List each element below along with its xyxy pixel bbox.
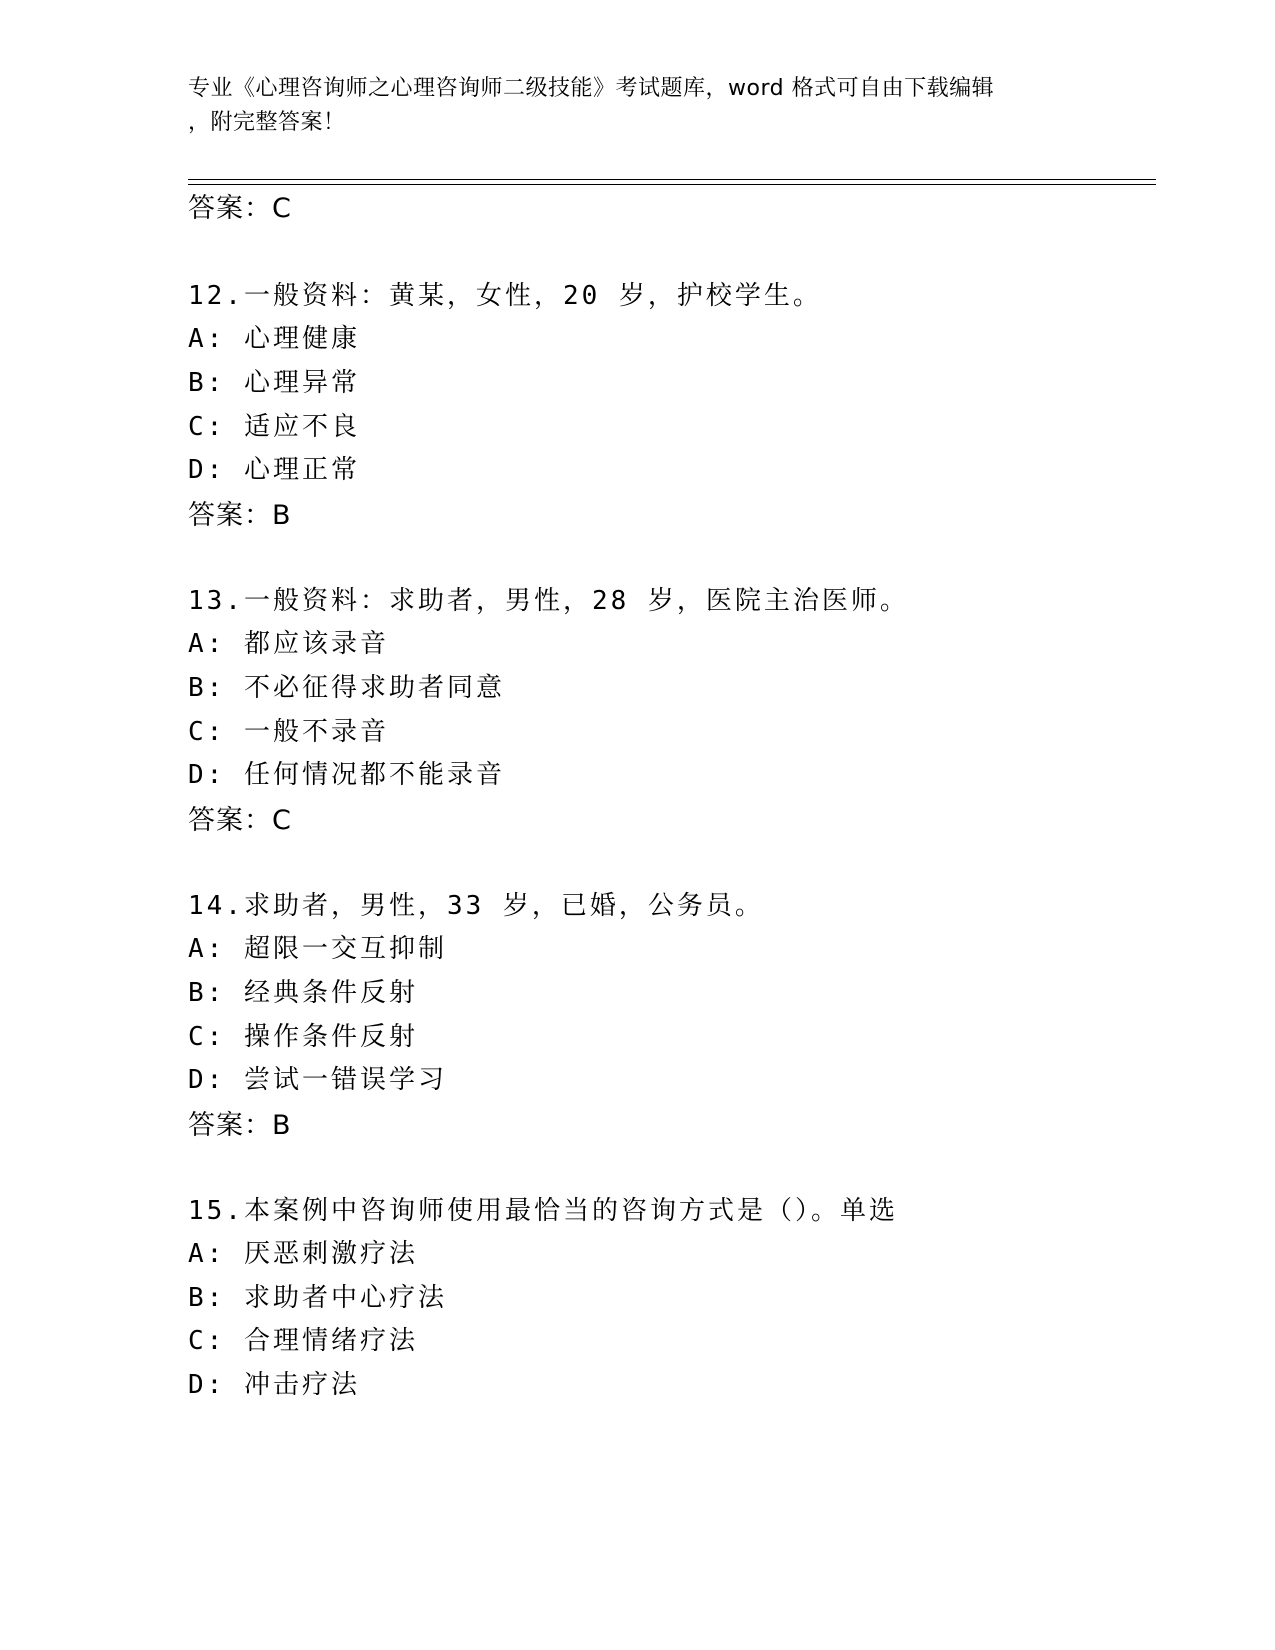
question-12-option-b: B: 心理异常 — [188, 368, 360, 398]
question-15-stem: 15.本案例中咨询师使用最恰当的咨询方式是（）。单选 — [188, 1196, 898, 1226]
question-12-option-c: C: 适应不良 — [188, 412, 360, 442]
question-13-option-d: D: 任何情况都不能录音 — [188, 760, 505, 790]
question-13-stem: 13.一般资料：求助者，男性，28 岁，医院主治医师。 — [188, 586, 909, 616]
header-line-1: 专业《心理咨询师之心理咨询师二级技能》考试题库，word 格式可自由下载编辑 — [188, 76, 995, 101]
question-12-stem: 12.一般资料：黄某，女性，20 岁，护校学生。 — [188, 281, 822, 311]
question-15-option-b: B: 求助者中心疗法 — [188, 1283, 447, 1313]
question-13-option-a: A: 都应该录音 — [188, 629, 389, 659]
question-15-option-a: A: 厌恶刺激疗法 — [188, 1239, 418, 1269]
question-14-option-a: A: 超限一交互抑制 — [188, 934, 447, 964]
header-divider-top — [188, 179, 1156, 180]
header-line-2: ，附完整答案！ — [188, 110, 346, 135]
question-14-stem: 14.求助者，男性，33 岁，已婚，公务员。 — [188, 891, 764, 921]
question-14-option-d: D: 尝试一错误学习 — [188, 1065, 447, 1095]
previous-answer: 答案：C — [188, 193, 292, 224]
document-header — [188, 72, 1088, 140]
question-13-answer: 答案：C — [188, 805, 292, 836]
question-14-option-c: C: 操作条件反射 — [188, 1022, 418, 1052]
header-divider-bottom — [188, 184, 1156, 185]
question-13-option-c: C: 一般不录音 — [188, 717, 389, 747]
question-12-option-d: D: 心理正常 — [188, 455, 360, 485]
question-12-answer: 答案：B — [188, 500, 292, 531]
question-14-option-b: B: 经典条件反射 — [188, 978, 418, 1008]
question-13-option-b: B: 不必征得求助者同意 — [188, 673, 505, 703]
question-12-option-a: A: 心理健康 — [188, 324, 360, 354]
question-15-option-c: C: 合理情绪疗法 — [188, 1326, 418, 1356]
question-15-option-d: D: 冲击疗法 — [188, 1370, 360, 1400]
question-14-answer: 答案：B — [188, 1110, 292, 1141]
